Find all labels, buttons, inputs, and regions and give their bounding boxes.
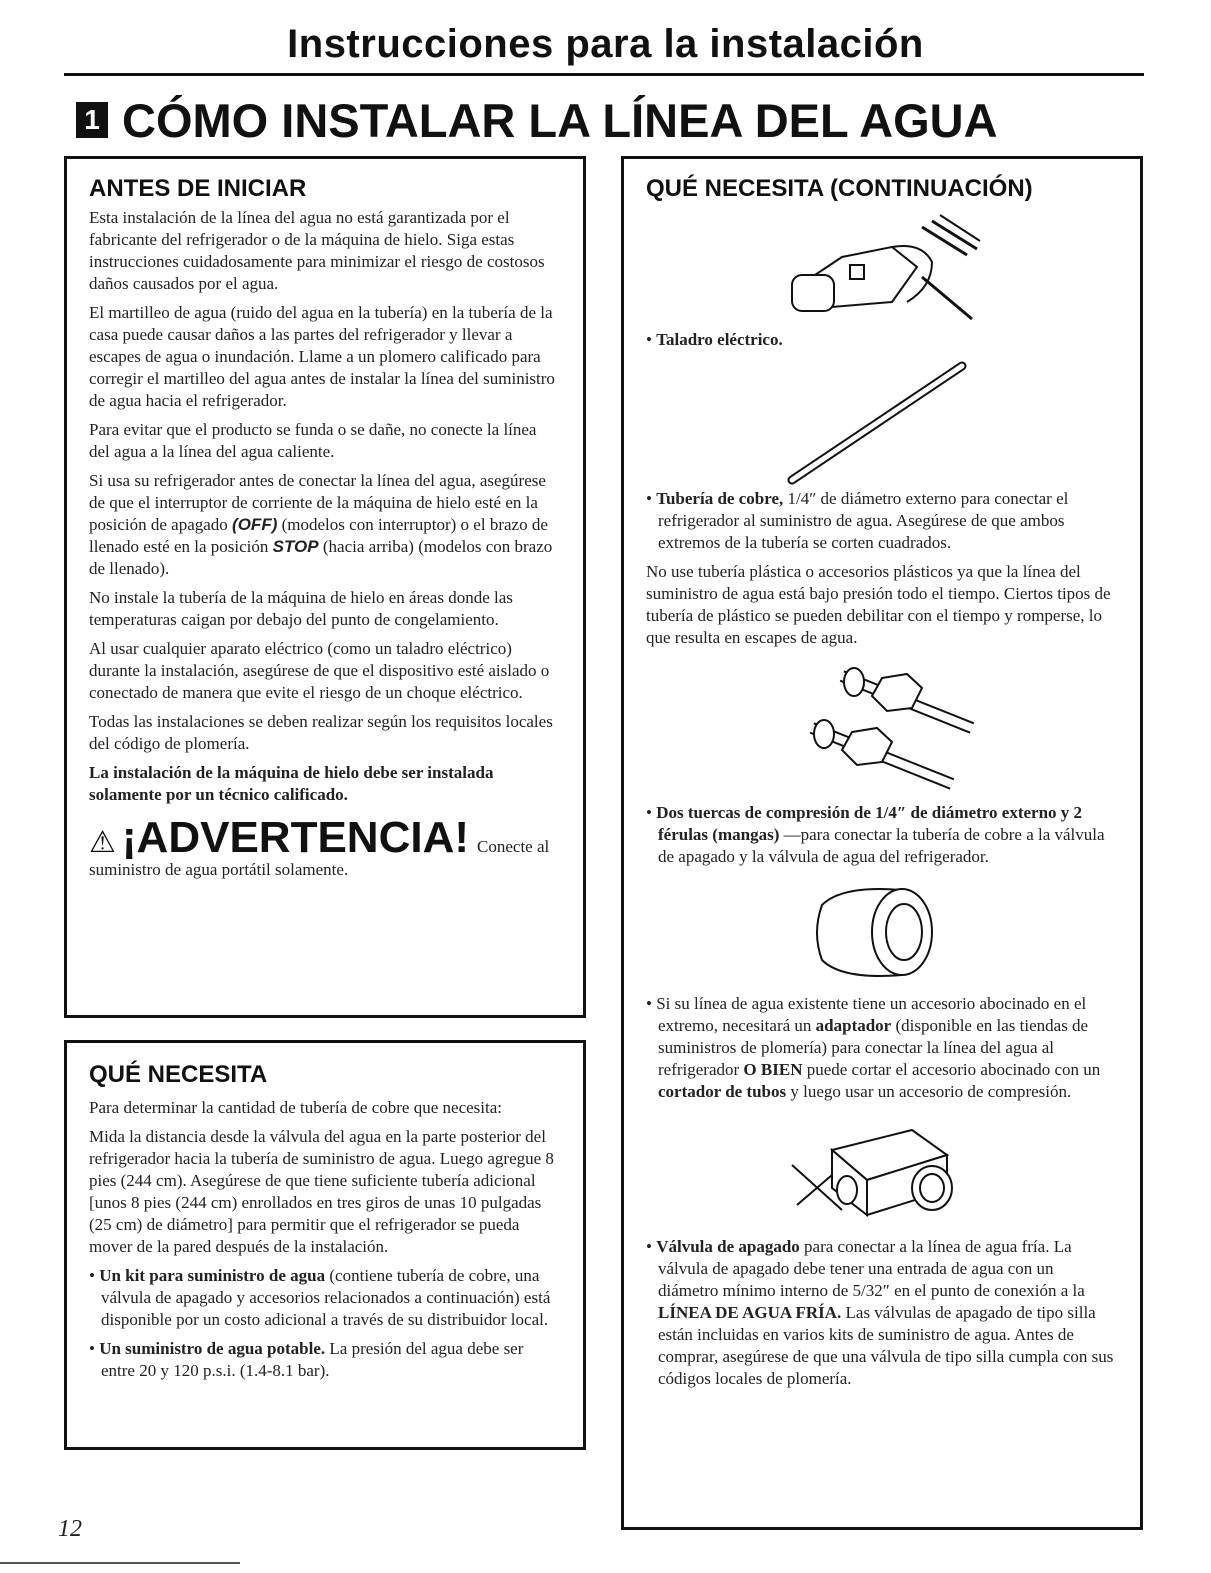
valve-text-b: Las válvulas de apagado de tipo silla están incluidas en varios kits de suministro de agua. Antes de comprar, asegúrese de que una válvula de tipo silla cumpla con sus códigos locales de plomería. (658, 1303, 1114, 1388)
antes-heading: ANTES DE INICIAR (89, 175, 307, 202)
adapter-text-b: (disponible en las tiendas de suministros de plomería) para conectar la línea del agua al refrigerador (658, 1016, 1089, 1079)
tubing-text: 1/4″ de diámetro externo para conectar el refrigerador al suministro de agua. Asegúrese de que ambos extremos de la tubería se corten cuadrados. (658, 489, 1069, 552)
necesita-bullet-2: • Un suministro de agua potable. La presión del agua debe ser entre 20 y 120 p.s.i. (1.4-8.1 bar). (89, 1339, 524, 1380)
adapter-illustration (782, 875, 982, 985)
nuts-bullet: • Dos tuercas de compresión de 1/4″ de diámetro externo y 2 férulas (mangas) —para conectar la tubería de cobre a la válvula de apagado y la válvula de agua del refrigerador. (646, 803, 1105, 866)
warning-text-a: Conecte al (477, 837, 550, 856)
warning-text-b: suministro de agua portátil solamente. (89, 860, 349, 879)
nuts-text: —para conectar la tubería de cobre a la válvula de apagado y la válvula de agua del refrigerador. (658, 825, 1105, 866)
valve-label: Válvula de apagado (656, 1237, 800, 1256)
nuts-label: Dos tuercas de compresión de 1/4″ de diámetro externo y 2 férulas (mangas) (656, 803, 1083, 844)
continuacion-heading: QUÉ NECESITA (CONTINUACIÓN) (646, 175, 1033, 202)
tube-cutter-label: cortador de tubos (658, 1082, 787, 1101)
antes-paragraph-1: Esta instalación de la línea del agua no está garantizada por el fabricante del refrigerador o de la máquina de hielo. Siga estas instrucciones cuidadosamente para minimizar el riesgo de costosos daños causados por el agua. (89, 208, 545, 293)
section-title (76, 90, 998, 150)
cold-water-line-label: LÍNEA DE AGUA FRÍA. (658, 1303, 842, 1322)
necesita-paragraph-2: Mida la distancia desde la válvula del agua en la parte posterior del refrigerador hacia la tubería de suministro de agua. Luego agregue 8 pies (244 cm). Asegúrese de que tiene suficiente tubería adicional [unos 8 pies (244 cm) enrollados en tres giros de unas 10 pulgadas (25 cm) de diámetro] para permitir que el refrigerador se pueda mover de la pared después de la instalación. (89, 1127, 554, 1256)
valve-bullet: • Válvula de apagado para conectar a la línea de agua fría. La válvula de apagado debe tener una entrada de agua con un diámetro mínimo interno de 5/32″ en el punto de conexión a la LÍNEA DE AGUA FRÍA. Las válvulas de apagado de tipo silla están incluidas en varios kits de suministro de agua. Antes de comprar, asegúrese de que una válvula de tipo silla cumpla con sus códigos locales de plomería. (646, 1237, 1114, 1388)
antes-paragraph-7: Todas las instalaciones se deben realizar según los requisitos locales del código de plomería. (89, 712, 553, 753)
section-title-text: CÓMO INSTALAR LA LÍNEA DEL AGUA (122, 93, 998, 147)
continuacion-box (621, 156, 1143, 1530)
kit-text: (contiene tubería de cobre, una válvula de apagado y accesorios relacionados a continuación) está disponible por un costo adicional a través de su distribuidor local. (101, 1266, 551, 1329)
technician-note: La instalación de la máquina de hielo debe ser instalada solamente por un técnico calificado. (89, 763, 494, 804)
antes-paragraph-5: No instale la tubería de la máquina de hielo en áreas donde las temperaturas caigan por debajo del punto de congelamiento. (89, 588, 513, 629)
antes-p4-text-b: (modelos con interruptor) o el brazo de llenado esté en la posición (89, 515, 548, 556)
drill-bullet: • Taladro eléctrico. (646, 330, 783, 349)
compression-nuts-illustration (772, 656, 992, 796)
adapter-label: adaptador (815, 1016, 892, 1035)
warning-triangle-icon: ⚠ (89, 826, 116, 859)
antes-paragraph-8 (89, 762, 561, 806)
page-header-title: Instrucciones para la instalación (287, 22, 924, 66)
antes-p4-text-c: (hacia arriba) (modelos con brazo de llenado). (89, 537, 553, 578)
tubing-bullet: • Tubería de cobre, 1/4″ de diámetro externo para conectar el refrigerador al suministro de agua. Asegúrese de que ambos extremos de la tubería se corten cuadrados. (646, 489, 1069, 552)
shutoff-valve-illustration (772, 1110, 992, 1230)
kit-label: Un kit para suministro de agua (99, 1266, 326, 1285)
stop-label: STOP (272, 537, 319, 556)
antes-paragraph-3: Para evitar que el producto se funda o se dañe, no conecte la línea del agua a la línea del agua caliente. (89, 420, 537, 461)
off-label: (OFF) (232, 515, 278, 534)
water-supply-text: La presión del agua debe ser entre 20 y 120 p.s.i. (1.4-8.1 bar). (101, 1339, 524, 1380)
antes-de-iniciar-box (64, 156, 586, 1018)
adapter-text-d: y luego usar un accesorio de compresión. (786, 1082, 1072, 1101)
o-bien-label: O BIEN (743, 1060, 803, 1079)
adapter-text-c: puede cortar el accesorio abocinado con un (802, 1060, 1101, 1079)
warning-row (89, 813, 561, 863)
page-number: 12 (58, 1516, 82, 1542)
adapter-bullet: • Si su línea de agua existente tiene un accesorio abocinado en el extremo, necesitará un adaptador (disponible en las tiendas de suministros de plomería) para conectar la línea del agua al refrigerador O BIEN puede cortar el accesorio abocinado con un cortador de tubos y luego usar un accesorio de compresión. (646, 994, 1101, 1101)
drill-label: Taladro eléctrico. (656, 330, 783, 349)
water-supply-label: Un suministro de agua potable. (99, 1339, 326, 1358)
warning-word: ¡ADVERTENCIA! (121, 813, 470, 862)
adapter-text-a: Si su línea de agua existente tiene un accesorio abocinado en el extremo, necesitará un (656, 994, 1087, 1035)
tubing-label: Tubería de cobre, (656, 489, 784, 508)
necesita-heading: QUÉ NECESITA (89, 1061, 268, 1088)
antes-paragraph-6: Al usar cualquier aparato eléctrico (como un taladro eléctrico) durante la instalación, asegúrese de que el dispositivo esté aislado o conectado de manera que evite el riesgo de un choque eléctrico. (89, 639, 550, 702)
copper-tubing-illustration (772, 358, 992, 488)
antes-paragraph-2: El martilleo de agua (ruido del agua en la tubería) en la tubería de la casa puede causar daños a las partes del refrigerador y llevar a escapes de agua o inundación. Llame a un plomero calificado para corregir el martilleo del agua antes de instalar la línea del suministro de agua hacia el refrigerador. (89, 303, 555, 410)
antes-paragraph-4 (89, 470, 561, 580)
header-rule (64, 73, 1144, 76)
que-necesita-box (64, 1040, 586, 1450)
drill-illustration (772, 207, 992, 327)
necesita-bullet-1: • Un kit para suministro de agua (contiene tubería de cobre, una válvula de apagado y accesorios relacionados a continuación) está disponible por un costo adicional a través de su distribuidor local. (89, 1266, 551, 1329)
valve-text-a: para conectar a la línea de agua fría. La válvula de apagado debe tener una entrada de agua con un diámetro mínimo interno de 5/32″ en el punto de conexión a la (658, 1237, 1085, 1300)
step-number-badge: 1 (76, 102, 108, 138)
plastic-warning: No use tubería plástica o accesorios plásticos ya que la línea del suministro de agua está bajo presión todo el tiempo. Ciertos tipos de tubería de plástico se pueden debilitar con el tiempo y romperse, lo que resulta en escapes de agua. (646, 562, 1111, 647)
necesita-paragraph-1: Para determinar la cantidad de tubería de cobre que necesita: (89, 1098, 502, 1117)
bottom-edge-line (0, 1562, 240, 1564)
antes-p4-text-a: Si usa su refrigerador antes de conectar la línea del agua, asegúrese de que el interruptor de corriente de la máquina de hielo esté en la posición de apagado (89, 471, 546, 534)
